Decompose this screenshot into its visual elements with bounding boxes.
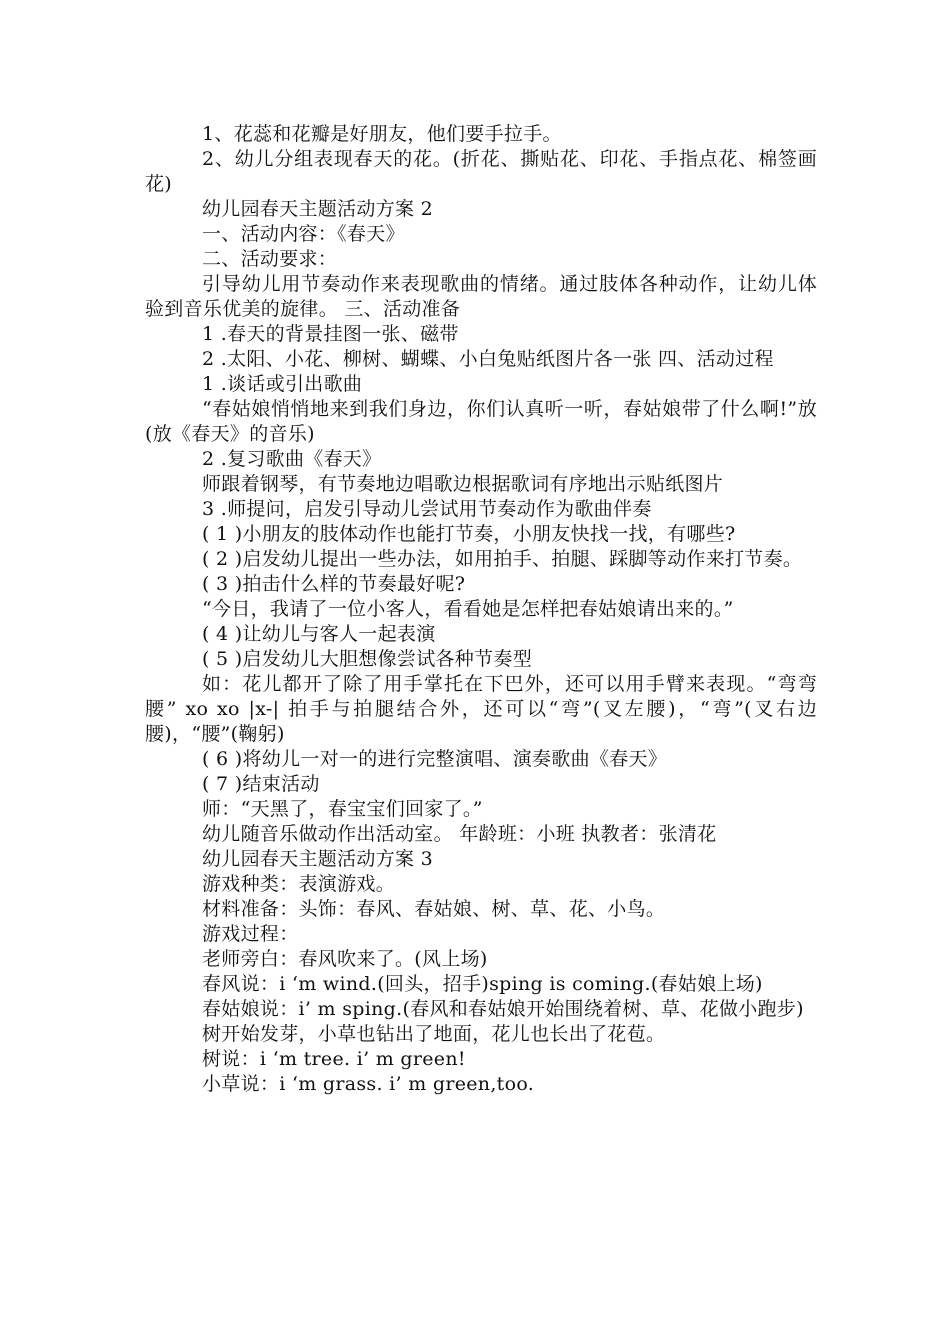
paragraph-sub-1: ( 1 )小朋友的肢体动作也能打节奏，小朋友快找一找，有哪些? [202,523,736,545]
paragraph-2: 2、幼儿分组表现春天的花。(折花、撕贴花、印花、手指点花、棉签画花) [145,148,817,195]
paragraph-spring-says: 春姑娘说：i’ m sping.(春风和春姑娘开始围绕着树、草、花做小跑步) [202,998,804,1020]
paragraph-sub-7: ( 7 )结束活动 [202,773,320,795]
paragraph-piano: 师跟着钢琴，有节奏地边唱歌边根据歌词有序地出示贴纸图片 [202,473,724,495]
paragraph-prep-1: 1 .春天的背景挂图一张、磁带 [202,323,459,345]
paragraph-sprouting: 树开始发芽，小草也钻出了地面，花儿也长出了花苞。 [202,1023,666,1045]
paragraph-sub-2: ( 2 )启发幼儿提出一些办法，如用拍手、拍腿、踩脚等动作来打节奏。 [202,548,803,570]
paragraph-sub-5: ( 5 )启发幼儿大胆想像尝试各种节奏型 [202,648,532,670]
paragraph-teacher-quote: 师：“天黑了，春宝宝们回家了。” [202,798,483,820]
paragraph-quote-spring: “春姑娘悄悄地来到我们身边，你们认真听一听，春姑娘带了什么啊!”放(放《春天》的音乐) [145,398,817,445]
paragraph-sub-3: ( 3 )拍击什么样的节奏最好呢? [202,573,466,595]
section-heading-3: 幼儿园春天主题活动方案 3 [202,848,434,870]
paragraph-step-1: 1 .谈话或引出歌曲 [202,373,363,395]
paragraph-game-type: 游戏种类：表演游戏。 [202,873,396,895]
paragraph-quote-guest: “今日，我请了一位小客人，看看她是怎样把春姑娘请出来的。” [202,598,734,620]
paragraph-tree-says: 树说：i ‘m tree. i’ m green! [202,1048,466,1070]
paragraph-materials: 材料准备：头饰：春风、春姑娘、树、草、花、小鸟。 [202,898,666,920]
paragraph-sub-6: ( 6 )将幼儿一对一的进行完整演唱、演奏歌曲《春天》 [202,748,668,770]
paragraph-grass-says: 小草说：i ‘m grass. i’ m green,too. [202,1073,535,1095]
paragraph-step-2: 2 .复习歌曲《春天》 [202,448,382,470]
paragraph-narration: 老师旁白：春风吹来了。(风上场) [202,948,488,970]
paragraph-1: 1、花蕊和花瓣是好朋友，他们要手拉手。 [202,123,562,145]
paragraph-activity-requirements: 二、活动要求： [202,248,338,270]
paragraph-guidance: 引导幼儿用节奏动作来表现歌曲的情绪。通过肢体各种动作，让幼儿体验到音乐优美的旋律。 三、活动准备 [145,273,817,320]
paragraph-example: 如：花儿都开了除了用手掌托在下巴外，还可以用手臂来表现。“弯弯腰” xo xo |x-| 拍手与拍腿结合外，还可以“弯”(叉左腰)，“弯”(叉右边腰)，“腰”(鞠躬) [145,673,817,745]
section-heading-2: 幼儿园春天主题活动方案 2 [202,198,434,220]
paragraph-exit: 幼儿随音乐做动作出活动室。 年龄班：小班 执教者：张清花 [202,823,717,845]
paragraph-game-process: 游戏过程： [202,923,299,945]
paragraph-step-3: 3 .师提问，启发引导动儿尝试用节奏动作为歌曲伴奏 [202,498,652,520]
document-body [145,122,817,1097]
paragraph-wind-says: 春风说：i ‘m wind.(回头，招手)sping is coming.(春姑娘上场) [202,973,763,995]
paragraph-prep-2: 2 .太阳、小花、柳树、蝴蝶、小白兔贴纸图片各一张 四、活动过程 [202,348,774,370]
paragraph-sub-4: ( 4 )让幼儿与客人一起表演 [202,623,436,645]
paragraph-activity-content: 一、活动内容：《春天》 [202,223,405,245]
